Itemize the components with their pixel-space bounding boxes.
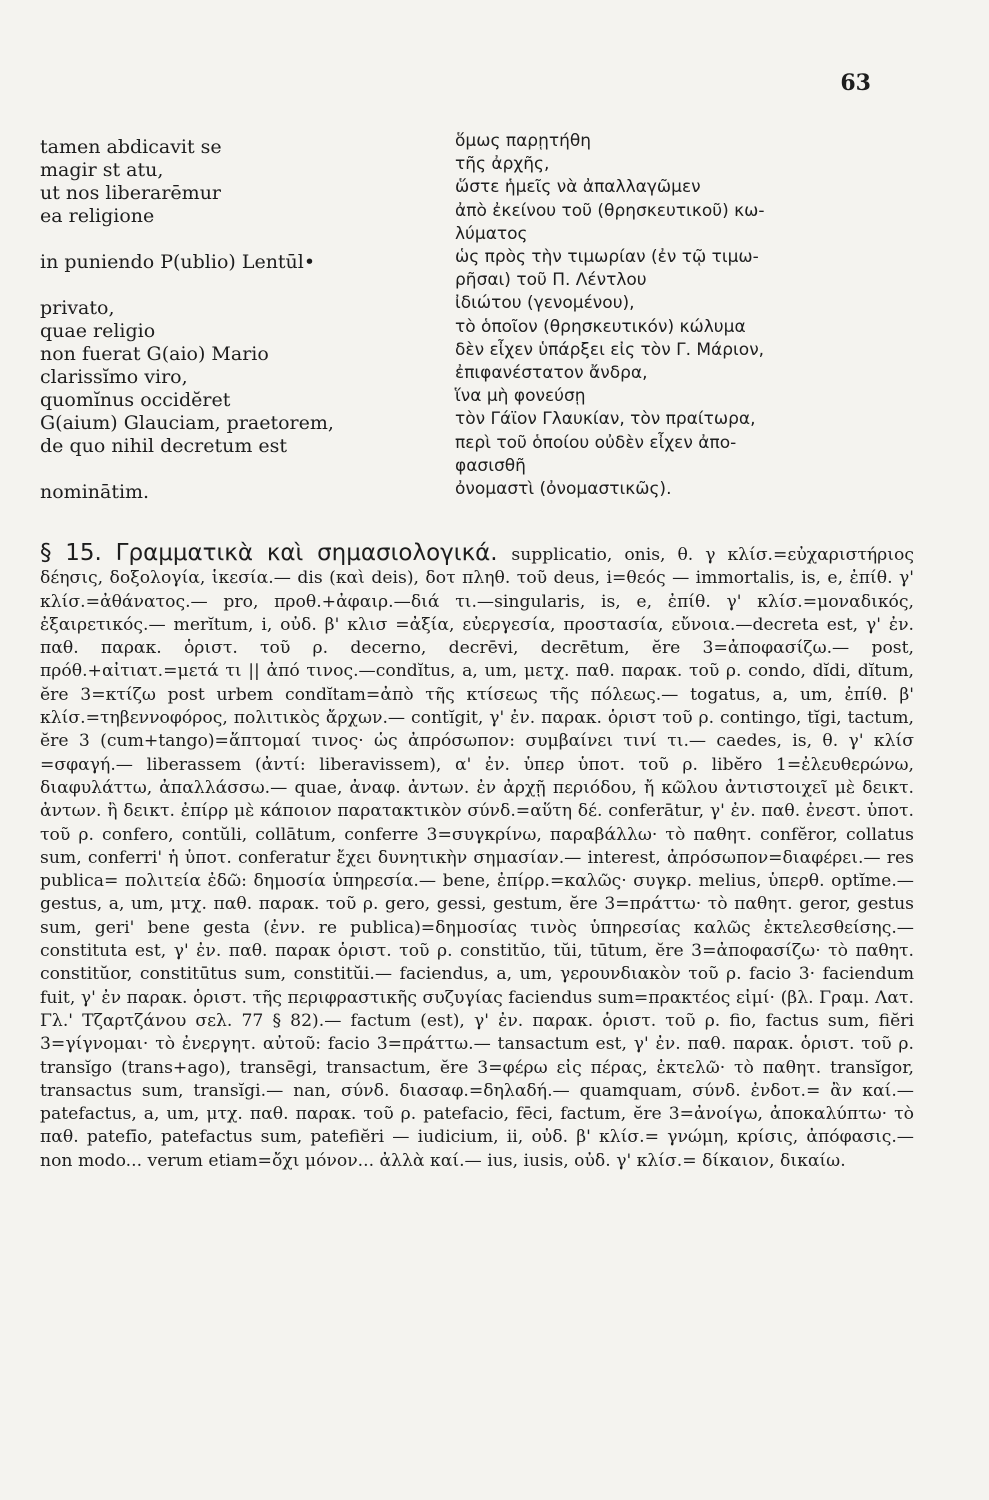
latin-line: magir st atu, (40, 159, 164, 181)
section-heading: § 15. Γραμματικὰ καὶ σημασιολογικά. (40, 540, 512, 566)
greek-line: φασισθῆ (455, 455, 526, 476)
section-body: supplicatio, onis, θ. γ κλίσ.=εὐχαριστήριος δέησις, δοξολογία, ἱκεσία.— dis (καὶ deis), δοτ πληθ. τοῦ deus, i=θεός — immortalis, is, e, ἐπίθ. γ' κλίσ.=ἀθάνατος.— pro, προθ.+ἀφαιρ.—διά τι.—singularis, is, e, ἐπίθ. γ' κλίσ.=μοναδικός, ἐξαιρετικός.— merĭtum, i, οὐδ. β' κλισ =ἀξία, εὐεργεσία, προστασία, εὔνοια.—decreta est, γ' ἐν. παθ. παρακ. ὁριστ. τοῦ ρ. decerno, decrēvi, decrētum, ĕre 3=ἀποφασίζω.— post, πρόθ.+αἰτιατ.=μετά τι || ἀπό τινος.—condĭtus, a, um, μετχ. παθ. παρακ. τοῦ ρ. condo, dĭdi, dĭtum, ĕre 3=κτίζω post urbem condĭtam=ἀπὸ τῆς κτίσεως τῆς πόλεως.— togatus, a, um, ἐπίθ. β' κλίσ.=τηβεννοφόρος, πολιτικὸς ἄρχων.— contĭgit, γ' ἐν. παρακ. ὁριστ τοῦ ρ. contingo, tĭgi, tactum, ĕre 3 (cum+tango)=ἅπτομαί τινος· ὡς ἀπρόσωπον: συμβαίνει τινί τι.— caedes, is, θ. γ' κλίσ =σφαγή.— liberassem (ἀντί: liberavissem), α' ἐν. ὑπερ ὑποτ. τοῦ ρ. libĕro 1=ἐλευθερώνω, διαφυλάττω, ἀπαλλάσσω.— quae, ἀναφ. ἀντων. ἐν ἀρχῇ περιόδου, ἤ κῶλου ἀντιστοιχεῖ μὲ δεικτ. ἀντων. ἢ δεικτ. ἐπίρρ μὲ κάποιον παρατακτικὸν σύνδ.=αὕτη δέ. conferātur, γ' ἐν. παθ. ἐνεστ. ὑποτ. τοῦ ρ. confero, contŭli, collātum, conferre 3=συγκρίνω, παραβάλλω· τὸ παθητ. confĕror, collatus sum, conferri' ἡ ὑποτ. conferatur ἔχει δυνητικὴν σημασίαν.— interest, ἀπρόσωπον=διαφέρει.— res publica= πολιτεία ἐδῶ: δημοσία ὑπηρεσία.— bene, ἐπίρρ.=καλῶς· συγκρ. melius, ὑπερθ. optĭme.— gestus, a, um, μτχ. παθ. παρακ. τοῦ ρ. gero, gessi, gestum, ĕre 3=πράττω· τὸ παθητ. geror, gestus sum, geri' bene gesta (ἐνν. re publica)=δημοσίας τινὸς ὑπηρεσίας καλῶς ἐκτελεσθείσης.— constituta est, γ' ἐν. παθ. παρακ ὁριστ. τοῦ ρ. constitŭo, tŭi, tūtum, ĕre 3=ἀποφασίζω· τὸ παθητ. constitŭor, constitūtus sum, constitŭi.— faciendus, a, um, γερουνδιακὸν τοῦ ρ. facio 3· faciendum fuit, γ' ἐν παρακ. ὁριστ. τῆς περιφραστικῆς συζυγίας faciendus sum=πρακτέος εἰμί· (βλ. Γραμ. Λατ. Γλ.' Τζαρτζάνου σελ. 77 § 82).— factum (est), γ' ἐν. παρακ. ὁριστ. τοῦ ρ. fio, factus sum, fiĕri 3=γίγνομαι· τὸ ἐνεργητ. αὐτοῦ: facio 3=πράττω.— tansactum est, γ' ἐν. παθ. παρακ. ὁριστ. τοῦ ρ. transĭgo (trans+ago), transēgi, transactum, ĕre 3=φέρω εἰς πέρας, ἐκτελῶ· τὸ παθητ. transĭgor, transactus sum, transĭgi.— nan, σύνδ. διασαφ.=δηλαδή.— quamquam, σύνδ. ἐνδοτ.= ἂν καί.— patefactus, a, um, μτχ. παθ. παρακ. τοῦ ρ. patefacio, fēci, factum, ĕre 3=ἀνοίγω, ἀποκαλύπτω· τὸ παθ. patefīo, patefactus sum, patefiĕri — iudicium, ii, οὐδ. β' κλίσ.= γνώμη, κρίσις, ἀπόφασις.— non modo... verum etiam=ὄχι μόνον... ἀλλὰ καί.— ius, iusis, οὐδ. γ' κλίσ.= δίκαιον, δικαίω. (40, 545, 914, 1171)
greek-line: ὅμως παρῃτήθη (455, 131, 592, 151)
grammar-section (40, 542, 914, 1173)
page-number: 63 (840, 70, 871, 96)
greek-line: περὶ τοῦ ὁποίου οὐδὲν εἶχεν ἀπο- (455, 432, 737, 453)
spacer (40, 458, 420, 481)
greek-line: ἰδιώτου (γενομένου), (455, 293, 635, 314)
spacer (40, 228, 420, 251)
greek-line: ἐπιφανέστατον ἄνδρα, (455, 363, 648, 384)
latin-line: de quo nihil decretum est (40, 435, 287, 457)
greek-translation-column (455, 130, 925, 501)
spacer (40, 274, 420, 297)
greek-line: ρῆσαι) τοῦ Π. Λέντλου (455, 270, 647, 291)
greek-line: ἵνα μὴ φονεύσῃ (455, 386, 586, 407)
greek-line: ὡς πρὸς τὴν τιμωρίαν (ἐν τῷ τιμω- (455, 247, 759, 268)
latin-line: ut nos liberarēmur (40, 182, 222, 204)
greek-line: λύματος (455, 223, 528, 244)
greek-line: τὸ ὁποῖον (θρησκευτικόν) κώλυμα (455, 316, 746, 337)
latin-line: non fuerat G(aio) Mario (40, 343, 269, 365)
latin-line: quomĭnus occidĕret (40, 389, 231, 411)
latin-line: ea religione (40, 205, 155, 227)
greek-line: τῆς ἀρχῆς, (455, 154, 550, 175)
greek-line: ἀπὸ ἐκείνου τοῦ (θρησκευτικοῦ) κω- (455, 200, 765, 221)
latin-line: nominātim. (40, 481, 150, 503)
latin-line: clarissĭmo viro, (40, 366, 188, 388)
latin-line: quae religio (40, 320, 156, 342)
latin-line: tamen abdicavit se (40, 136, 222, 158)
latin-line: in puniendo P(ublio) Lentūl• (40, 251, 316, 273)
latin-text-column (40, 136, 420, 504)
latin-line: G(aium) Glauciam, praetorem, (40, 412, 334, 434)
greek-line: ὥστε ἡμεῖς νὰ ἀπαλλαγῶμεν (455, 177, 701, 198)
greek-line: ὀνομαστὶ (ὀνομαστικῶς). (455, 479, 672, 500)
greek-line: τὸν Γάϊον Γλαυκίαν, τὸν πραίτωρα, (455, 409, 756, 430)
greek-line: δὲν εἶχεν ὑπάρξει εἰς τὸν Γ. Μάριον, (455, 339, 765, 360)
latin-line: privato, (40, 297, 115, 319)
